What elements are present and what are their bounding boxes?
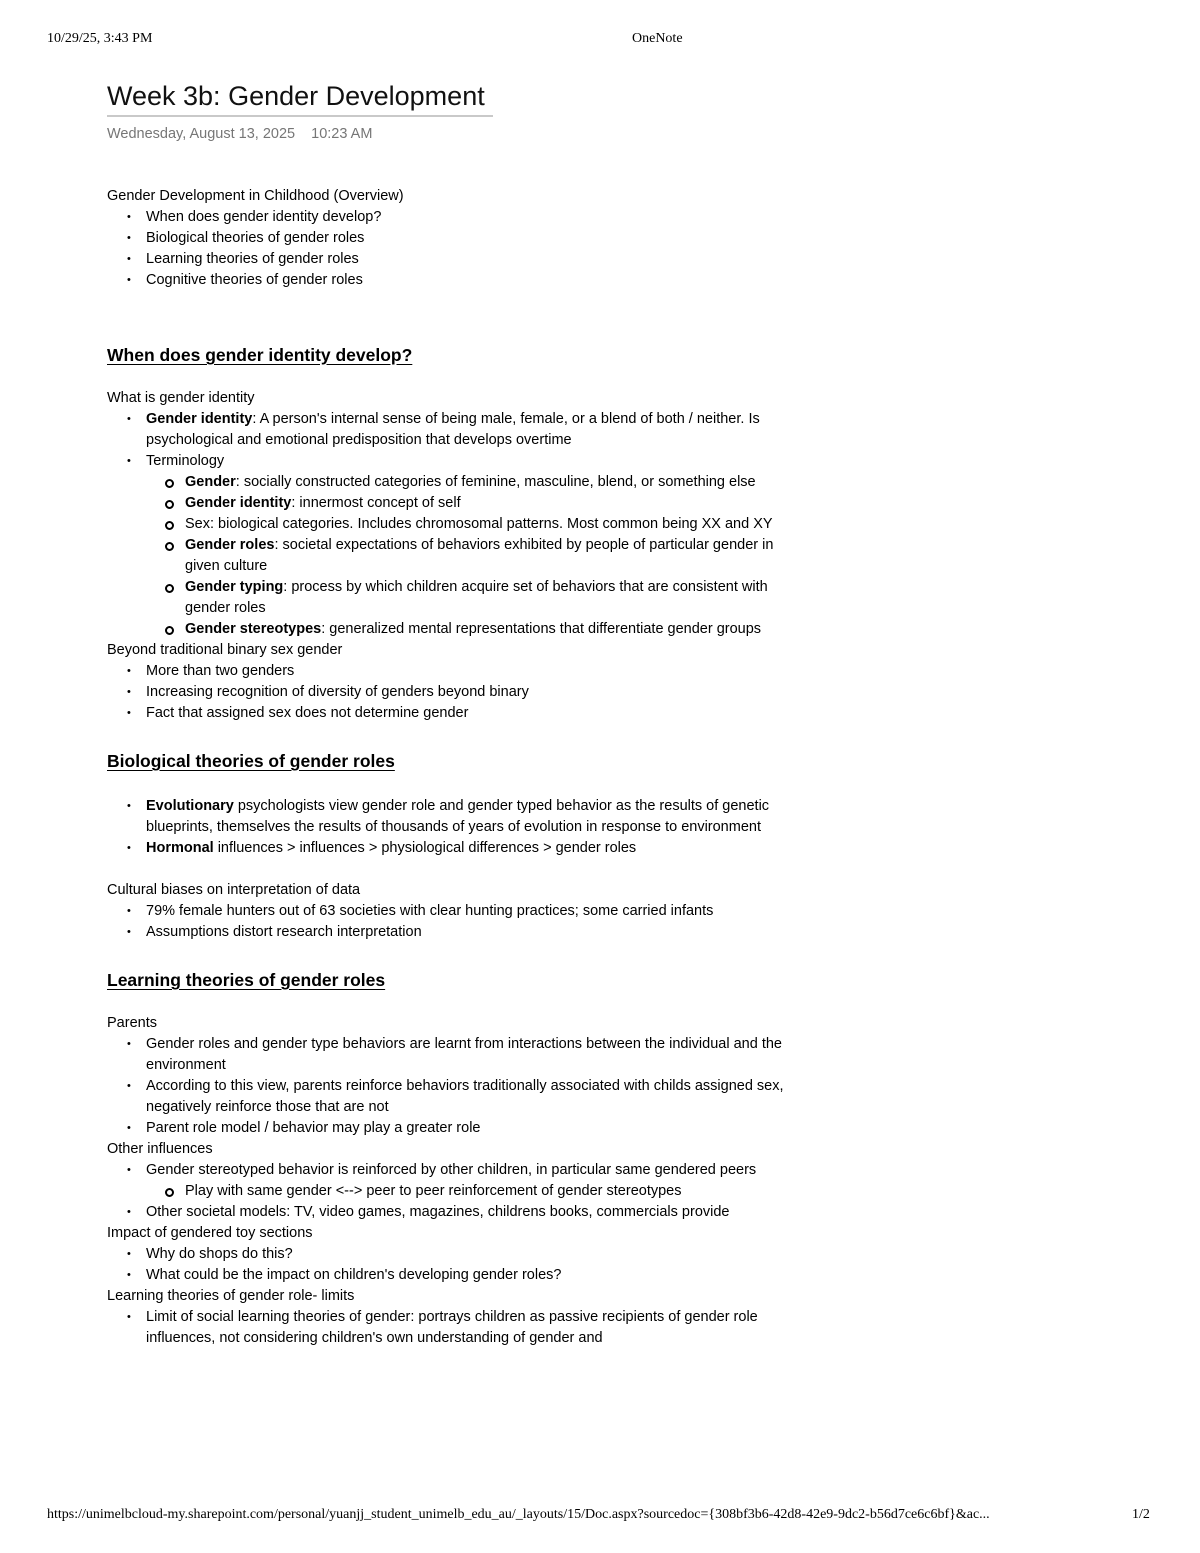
cultural-biases-list <box>107 901 807 943</box>
list-item <box>107 796 807 838</box>
page-title: Week 3b: Gender Development <box>107 81 485 111</box>
list-item: • When does gender identity develop? <box>107 207 807 228</box>
list-item <box>107 1160 807 1202</box>
term-hormonal: Hormonal <box>146 840 214 856</box>
sub-list-item <box>107 577 807 619</box>
item-text: influences > influences > physiological differences > gender roles <box>213 840 637 856</box>
list-item: • Learning theories of gender roles <box>107 249 807 270</box>
learning-limits-label: Learning theories of gender role- limits <box>107 1288 355 1304</box>
note-page <box>107 78 807 1349</box>
definition: Sex: biological categories. Includes chromosomal patterns. Most common being XX and XY <box>185 516 773 532</box>
section-heading-identity: When does gender identity develop? <box>107 345 413 365</box>
item-text: Gender stereotyped behavior is reinforced by other children, in particular same gendered peers <box>146 1162 757 1178</box>
list-item <box>107 838 807 859</box>
impact-list <box>107 1244 807 1286</box>
definition: : process by which children acquire set of behaviors that are consistent with gender roles <box>185 579 768 616</box>
list-item: • Parent role model / behavior may play a greater role <box>107 1118 807 1139</box>
sub-list-item <box>107 619 807 640</box>
list-item: • Fact that assigned sex does not determine gender <box>107 703 807 724</box>
other-influences-list <box>107 1160 807 1223</box>
list-item: • Cognitive theories of gender roles <box>107 270 807 291</box>
what-is-gender-identity: What is gender identity <box>107 390 255 406</box>
list-item: • Other societal models: TV, video games, magazines, childrens books, commercials provide <box>107 1202 807 1223</box>
term: Gender stereotypes <box>185 621 322 637</box>
list-item <box>107 409 807 451</box>
list-item: • 79% female hunters out of 63 societies with clear hunting practices; some carried infants <box>107 901 807 922</box>
list-item: • According to this view, parents reinforce behaviors traditionally associated with childs assigned sex, negatively reinforce those that are not <box>107 1076 807 1118</box>
print-app-name: OneNote <box>632 31 683 46</box>
parents-label: Parents <box>107 1015 157 1031</box>
list-item: • More than two genders <box>107 661 807 682</box>
print-page-number: 1/2 <box>1132 1507 1150 1522</box>
impact-toy-sections-label: Impact of gendered toy sections <box>107 1225 313 1241</box>
term: Gender roles <box>185 537 275 553</box>
list-item: • Assumptions distort research interpretation <box>107 922 807 943</box>
definition: : innermost concept of self <box>291 495 461 511</box>
item-text: psychologists view gender role and gender typed behavior as the results of genetic blueprints, themselves the results of thousands of years of evolution in response to environment <box>146 798 770 835</box>
list-item: • Limit of social learning theories of gender: portrays children as passive recipients of gender role influences, not considering children's own understanding of gender and <box>107 1307 807 1349</box>
page-date-line <box>107 124 807 145</box>
overview-heading: Gender Development in Childhood (Overview) <box>107 188 404 204</box>
overview-list <box>107 207 807 291</box>
definition: : societal expectations of behaviors exhibited by people of particular gender in given culture <box>185 537 774 574</box>
term: Gender identity <box>185 495 292 511</box>
list-item: • What could be the impact on children's developing gender roles? <box>107 1265 807 1286</box>
list-item: • Gender roles and gender type behaviors are learnt from interactions between the individual and the environment <box>107 1034 807 1076</box>
list-item: • Biological theories of gender roles <box>107 228 807 249</box>
print-url: https://unimelbcloud-my.sharepoint.com/personal/yuanjj_student_unimelb_edu_au/_layouts/15/Doc.aspx?sourcedoc={308bf3b6-42d8-42e9-9dc2-b56d7ce6c6bf}&ac... <box>47 1507 990 1522</box>
list-item <box>107 451 807 640</box>
beyond-binary-label: Beyond traditional binary sex gender <box>107 642 343 658</box>
sub-list-item <box>107 535 807 577</box>
list-item: • Increasing recognition of diversity of genders beyond binary <box>107 682 807 703</box>
page-date: Wednesday, August 13, 2025 <box>107 126 296 142</box>
terminology-label: Terminology <box>146 453 225 469</box>
other-influences-label: Other influences <box>107 1141 213 1157</box>
print-footer <box>0 1507 1200 1525</box>
limits-list <box>107 1307 807 1349</box>
print-header <box>0 31 1200 49</box>
term-evolutionary: Evolutionary <box>146 798 234 814</box>
sub-list-item <box>107 514 807 535</box>
term: Gender typing <box>185 579 284 595</box>
cultural-biases-label: Cultural biases on interpretation of data <box>107 882 361 898</box>
term: Gender <box>185 474 236 490</box>
section-heading-learning: Learning theories of gender roles <box>107 970 386 990</box>
sub-list-item: Play with same gender <--> peer to peer reinforcement of gender stereotypes <box>107 1181 807 1202</box>
identity-list <box>107 409 807 640</box>
print-datetime: 10/29/25, 3:43 PM <box>47 31 153 46</box>
beyond-binary-list <box>107 661 807 724</box>
other-influences-sublist <box>146 1181 807 1202</box>
parents-list <box>107 1034 807 1139</box>
definition: : generalized mental representations that differentiate gender groups <box>321 621 762 637</box>
sub-list-item <box>107 472 807 493</box>
page-title-container[interactable] <box>107 78 493 117</box>
section-heading-biological: Biological theories of gender roles <box>107 751 395 771</box>
page-time: 10:23 AM <box>311 126 373 142</box>
list-item: • Why do shops do this? <box>107 1244 807 1265</box>
term-gender-identity: Gender identity <box>146 411 253 427</box>
sub-list-item <box>107 493 807 514</box>
biological-list <box>107 796 807 859</box>
definition: : socially constructed categories of feminine, masculine, blend, or something else <box>235 474 756 490</box>
terminology-list <box>146 472 807 640</box>
definition: : A person's internal sense of being male, female, or a blend of both / neither. Is psychological and emotional predisposition that develops overtime <box>146 411 760 448</box>
